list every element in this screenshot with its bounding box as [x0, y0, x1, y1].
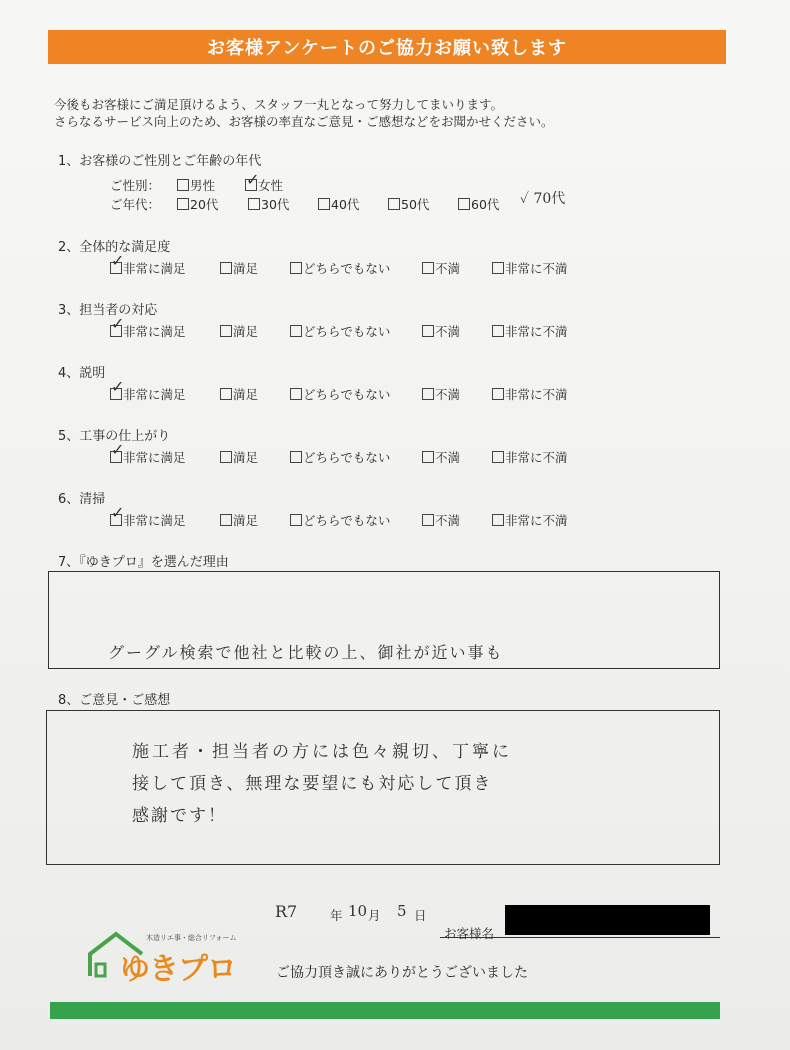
rating-option-satisfied[interactable]: 満足: [220, 511, 258, 529]
date-era-year: R7: [275, 902, 298, 921]
gender-row: [110, 176, 160, 194]
checkbox[interactable]: [220, 388, 232, 400]
q8-answer-line-2: 接して頂き、無理な要望にも対応して頂き: [132, 774, 493, 794]
checkbox[interactable]: [290, 388, 302, 400]
check-mark-icon: ✓: [111, 440, 125, 459]
checkbox[interactable]: [422, 325, 434, 337]
rating-option-neutral[interactable]: どちらでもない: [290, 511, 390, 529]
date-month: 10: [348, 902, 368, 920]
check-mark-icon: ✓: [111, 251, 125, 270]
rating-option-dissatisfied[interactable]: 不満: [422, 322, 460, 340]
logo-tagline: 木造リエ事・総合リフォーム: [146, 934, 237, 942]
q8-title: 8、ご意見・ご感想: [58, 693, 171, 708]
checkbox[interactable]: [422, 388, 434, 400]
q7-title: 7、『ゆきプロ』を選んだ理由: [58, 555, 229, 570]
age-option-60s[interactable]: 60代: [458, 195, 499, 213]
check-mark-icon: ✓: [246, 170, 260, 189]
gender-label: ご性別：: [110, 178, 161, 193]
checkbox[interactable]: [220, 262, 232, 274]
q1-title: 1、お客様のご性別とご年齢の年代: [58, 154, 262, 169]
checkbox[interactable]: [318, 198, 330, 210]
question-title: 6、清掃: [58, 492, 106, 507]
age-label: ご年代：: [110, 197, 161, 212]
date-month-unit: 月: [368, 908, 381, 923]
rating-option-dissatisfied[interactable]: 不満: [422, 511, 460, 529]
checkbox[interactable]: [290, 451, 302, 463]
gender-option-female[interactable]: 女性: [245, 176, 283, 194]
checkbox[interactable]: [422, 262, 434, 274]
rating-option-very-satisfied[interactable]: 非常に満足: [110, 385, 186, 403]
check-mark-icon: ✓: [111, 503, 125, 522]
rating-option-neutral[interactable]: どちらでもない: [290, 322, 390, 340]
age-option-40s[interactable]: 40代: [318, 195, 359, 213]
checkbox[interactable]: [220, 451, 232, 463]
question-title: 5、工事の仕上がり: [58, 429, 171, 444]
rating-option-very-dissatisfied[interactable]: 非常に不満: [492, 448, 568, 466]
rating-option-very-dissatisfied[interactable]: 非常に不満: [492, 259, 568, 277]
checkbox[interactable]: [290, 325, 302, 337]
checkbox[interactable]: [248, 198, 260, 210]
check-mark-icon: ✓: [111, 377, 125, 396]
date-day: 5: [397, 902, 407, 920]
rating-option-satisfied[interactable]: 満足: [220, 385, 258, 403]
checkbox[interactable]: [492, 514, 504, 526]
thank-you-message: ご協力頂き誠にありがとうございました: [276, 965, 528, 981]
checkbox[interactable]: [492, 388, 504, 400]
age-option-20s[interactable]: 20代: [177, 195, 218, 213]
rating-option-very-satisfied[interactable]: 非常に満足: [110, 511, 186, 529]
checkbox[interactable]: [290, 514, 302, 526]
checkbox[interactable]: [492, 451, 504, 463]
rating-option-very-satisfied[interactable]: 非常に満足: [110, 259, 186, 277]
checkbox[interactable]: [492, 325, 504, 337]
redacted-name: [505, 905, 710, 935]
checkbox[interactable]: [177, 179, 189, 191]
rating-option-satisfied[interactable]: 満足: [220, 448, 258, 466]
logo-name: ゆきプロ: [120, 952, 236, 987]
date-day-unit: 日: [414, 908, 427, 923]
rating-option-very-satisfied[interactable]: 非常に満足: [110, 448, 186, 466]
rating-option-satisfied[interactable]: 満足: [220, 259, 258, 277]
checkbox[interactable]: [220, 325, 232, 337]
rating-option-neutral[interactable]: どちらでもない: [290, 259, 390, 277]
q8-answer-line-3: 感謝です！: [132, 806, 227, 826]
date-year-unit: 年: [330, 908, 343, 923]
gender-option-male[interactable]: 男性: [177, 176, 215, 194]
rating-option-satisfied[interactable]: 満足: [220, 322, 258, 340]
rating-option-very-satisfied[interactable]: 非常に満足: [110, 322, 186, 340]
footer-bar: [50, 1002, 720, 1019]
checkbox[interactable]: [422, 514, 434, 526]
checkbox[interactable]: [220, 514, 232, 526]
checkbox[interactable]: [492, 262, 504, 274]
checkbox[interactable]: [388, 198, 400, 210]
checkbox[interactable]: [290, 262, 302, 274]
rating-option-very-dissatisfied[interactable]: 非常に不満: [492, 511, 568, 529]
survey-title: お客様アンケートのご協力お願い致します: [48, 30, 726, 64]
rating-option-neutral[interactable]: どちらでもない: [290, 385, 390, 403]
question-title: 4、説明: [58, 366, 106, 381]
intro-line-2: さらなるサービス向上のため、お客様の率直なご意見・ご感想などをお聞かせください。: [54, 114, 554, 129]
rating-option-dissatisfied[interactable]: 不満: [422, 385, 460, 403]
age-option-50s[interactable]: 50代: [388, 195, 429, 213]
check-mark-icon: ✓: [111, 314, 125, 333]
handwritten-age: ✓ 70代: [520, 191, 566, 207]
intro-line-1: 今後もお客様にご満足頂けるよう、スタッフ一丸となって努力してまいります。: [54, 97, 504, 112]
checkbox[interactable]: [458, 198, 470, 210]
customer-name-line[interactable]: [440, 937, 720, 938]
rating-option-very-dissatisfied[interactable]: 非常に不満: [492, 322, 568, 340]
question-title: 3、担当者の対応: [58, 303, 158, 318]
rating-option-dissatisfied[interactable]: 不満: [422, 259, 460, 277]
rating-option-dissatisfied[interactable]: 不満: [422, 448, 460, 466]
age-option-30s[interactable]: 30代: [248, 195, 289, 213]
q8-answer-line-1: 施工者・担当者の方には色々親切、丁寧に: [132, 742, 512, 762]
rating-option-neutral[interactable]: どちらでもない: [290, 448, 390, 466]
question-title: 2、全体的な満足度: [58, 240, 171, 255]
q7-answer-text: グーグル検索で他社と比較の上、御社が近い事も: [108, 643, 504, 662]
checkbox[interactable]: [422, 451, 434, 463]
checkbox[interactable]: [177, 198, 189, 210]
rating-option-very-dissatisfied[interactable]: 非常に不満: [492, 385, 568, 403]
customer-name-label: お客様名: [444, 926, 495, 941]
